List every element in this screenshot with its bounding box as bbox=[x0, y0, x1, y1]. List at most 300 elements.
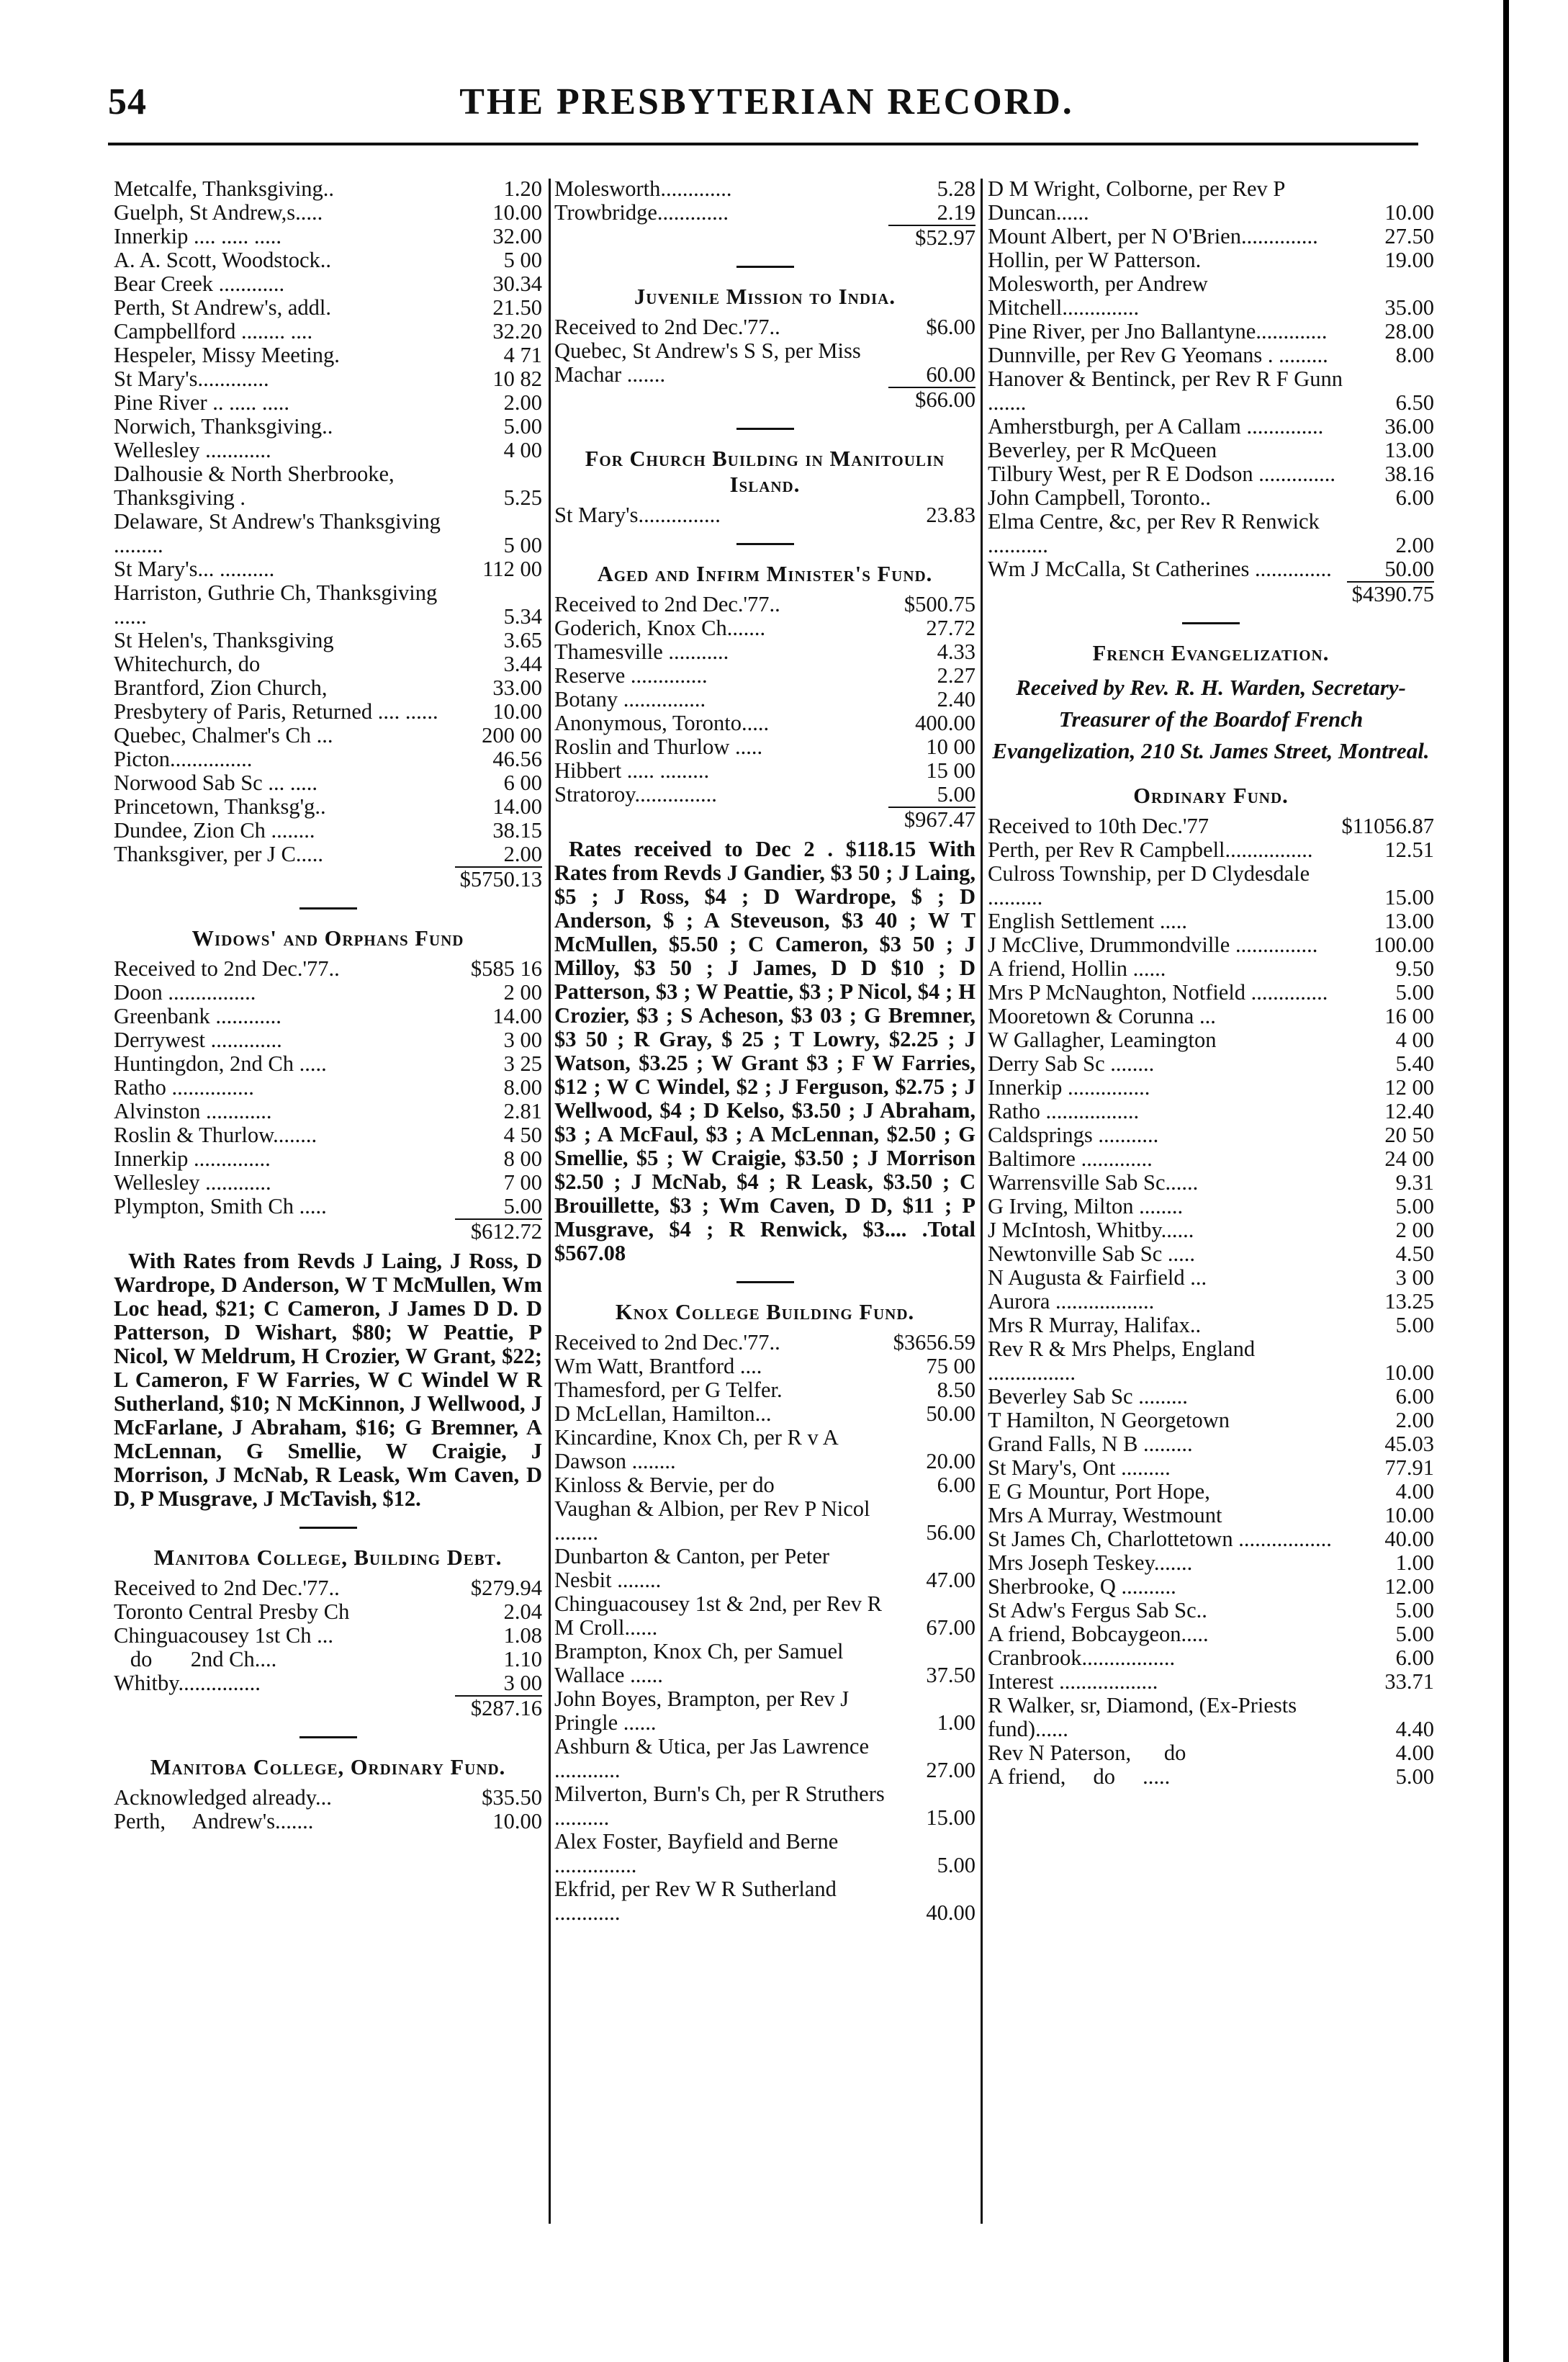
entry-name: Perth, per Rev R Campbell................ bbox=[988, 838, 1313, 862]
entry-amount: 8 00 bbox=[503, 1146, 542, 1171]
entry-name: Mount Albert, per N O'Brien.............. bbox=[988, 224, 1318, 248]
entry-name: St Helen's, Thanksgiving bbox=[114, 628, 334, 652]
entry-name: Aurora .................. bbox=[988, 1289, 1155, 1314]
list-item bbox=[114, 320, 542, 343]
entry-name: Caldsprings ........... bbox=[988, 1123, 1159, 1147]
entry-name: Roslin and Thurlow ..... bbox=[554, 735, 763, 759]
list-item bbox=[988, 1385, 1434, 1409]
entry-name: Rev N Paterson, do bbox=[988, 1741, 1186, 1765]
list-item bbox=[988, 557, 1434, 581]
entry-name: John Boyes, Brampton, per Rev J Pringle ...... bbox=[554, 1687, 855, 1735]
entry-name: Mooretown & Corunna ... bbox=[988, 1004, 1216, 1028]
entry-amount: 35.00 bbox=[1384, 295, 1434, 320]
entry-name: Wellesley ............ bbox=[114, 1170, 271, 1195]
entry-amount: 7 00 bbox=[503, 1170, 542, 1195]
list-item bbox=[988, 1195, 1434, 1218]
entry-name: A friend, Bobcaygeon..... bbox=[988, 1622, 1209, 1646]
entry-amount: 5.00 bbox=[503, 1194, 542, 1218]
list-item bbox=[988, 981, 1434, 1005]
page-header bbox=[108, 81, 1425, 131]
entry-amount: 200 00 bbox=[482, 723, 542, 747]
entry-amount: 13.00 bbox=[1384, 438, 1434, 462]
list-item bbox=[114, 1195, 542, 1218]
list-item bbox=[988, 272, 1434, 320]
entry-amount: 28.00 bbox=[1384, 319, 1434, 343]
entry-name: Mrs R Murray, Halifax.. bbox=[988, 1313, 1202, 1337]
entry-amount: 5.40 bbox=[1395, 1051, 1434, 1076]
section-total: $52.97 bbox=[554, 225, 976, 250]
entry-amount: 12.51 bbox=[1384, 838, 1434, 862]
entry-amount: 60.00 bbox=[926, 362, 976, 387]
header-rule bbox=[108, 143, 1418, 145]
entry-name: Metcalfe, Thanksgiving.. bbox=[114, 176, 335, 201]
entry-name: Whitby............... bbox=[114, 1671, 261, 1695]
page-title: THE PRESBYTERIAN RECORD. bbox=[459, 81, 1074, 122]
list-item bbox=[114, 343, 542, 367]
entry-name: Brampton, Knox Ch, per Samuel Wallace ...... bbox=[554, 1639, 849, 1687]
entry-name: Grand Falls, N B ......... bbox=[988, 1432, 1193, 1456]
entry-name: Wellesley ............ bbox=[114, 438, 271, 462]
entry-amount: $279.94 bbox=[470, 1576, 542, 1600]
list-item bbox=[988, 1076, 1434, 1100]
section-heading: Aged and Infirm Minister's Fund. bbox=[597, 562, 933, 586]
entry-name: Elma Centre, &c, per Rev R Renwick ........... bbox=[988, 509, 1325, 557]
entry-amount: 4.00 bbox=[1395, 1479, 1434, 1504]
entry-name: Princetown, Thanksg'g.. bbox=[114, 794, 326, 819]
list-item bbox=[554, 177, 976, 201]
entry-amount: 14.00 bbox=[492, 794, 542, 819]
list-item bbox=[114, 1005, 542, 1028]
list-item bbox=[554, 759, 976, 783]
column-divider bbox=[981, 179, 983, 2224]
list-item bbox=[988, 1670, 1434, 1694]
entry-amount: 4.00 bbox=[1395, 1741, 1434, 1765]
entry-list bbox=[114, 177, 542, 866]
list-item bbox=[988, 367, 1434, 415]
entry-amount: 8.50 bbox=[937, 1378, 976, 1402]
list-item bbox=[114, 581, 542, 629]
list-item bbox=[114, 957, 542, 981]
entry-amount: 10.00 bbox=[1384, 1503, 1434, 1527]
list-item bbox=[554, 783, 976, 807]
entry-name: Ratho ............... bbox=[114, 1075, 254, 1100]
entry-amount: 2 00 bbox=[1395, 1218, 1434, 1242]
entry-name: Stratoroy............... bbox=[554, 782, 717, 807]
list-item bbox=[554, 1355, 976, 1378]
entry-amount: 4 50 bbox=[503, 1123, 542, 1147]
entry-amount: 1.20 bbox=[503, 176, 542, 201]
entry-amount: 32.00 bbox=[492, 224, 542, 248]
list-item bbox=[114, 1052, 542, 1076]
entry-name: Doon ................ bbox=[114, 980, 256, 1005]
entry-name: Derrywest ............. bbox=[114, 1028, 282, 1052]
entry-name: Norwood Sab Sc ... ..... bbox=[114, 771, 317, 795]
entry-amount: 2.40 bbox=[937, 687, 976, 711]
entry-amount: 32.20 bbox=[492, 319, 542, 343]
list-item bbox=[114, 439, 542, 462]
entry-amount: 5.00 bbox=[937, 782, 976, 807]
entry-amount: 37.50 bbox=[926, 1663, 976, 1687]
section-divider bbox=[299, 907, 357, 910]
entry-name: Acknowledged already... bbox=[114, 1785, 332, 1810]
entry-amount: 1.00 bbox=[937, 1710, 976, 1735]
entry-amount: 10.00 bbox=[1384, 200, 1434, 225]
list-item bbox=[554, 339, 976, 387]
entry-amount: 21.50 bbox=[492, 295, 542, 320]
entry-amount: 56.00 bbox=[926, 1520, 976, 1545]
entry-amount: 23.83 bbox=[926, 503, 976, 527]
list-item bbox=[554, 593, 976, 616]
entry-name: Botany ............... bbox=[554, 687, 706, 711]
section-divider bbox=[299, 1736, 357, 1738]
entry-name: Huntingdon, 2nd Ch ..... bbox=[114, 1051, 327, 1076]
entry-amount: $585 16 bbox=[470, 956, 542, 981]
list-item bbox=[554, 1782, 976, 1830]
entry-name: Milverton, Burn's Ch, per R Struthers .......... bbox=[554, 1782, 891, 1830]
column-1 bbox=[114, 177, 542, 1833]
list-item bbox=[554, 1378, 976, 1402]
list-item bbox=[988, 1123, 1434, 1147]
scan-edge-bar bbox=[1503, 0, 1509, 2362]
entry-amount: 15.00 bbox=[1384, 885, 1434, 910]
list-item bbox=[988, 1409, 1434, 1432]
entry-name: Brantford, Zion Church, bbox=[114, 675, 328, 700]
entry-amount: 5.00 bbox=[1395, 1313, 1434, 1337]
section-divider bbox=[1182, 622, 1240, 624]
entry-name: Molesworth, per Andrew Mitchell.............. bbox=[988, 271, 1214, 320]
entry-name: Harriston, Guthrie Ch, Thanksgiving ...... bbox=[114, 580, 443, 629]
entry-name: Quebec, St Andrew's S S, per Miss Machar ....... bbox=[554, 338, 867, 387]
section-total: $66.00 bbox=[554, 387, 976, 412]
list-item bbox=[114, 1171, 542, 1195]
entry-amount: $500.75 bbox=[904, 592, 976, 616]
entry-name: Innerkip ............... bbox=[988, 1075, 1150, 1100]
entry-list bbox=[988, 177, 1434, 581]
list-item bbox=[988, 1242, 1434, 1266]
entry-amount: 5.00 bbox=[1395, 1598, 1434, 1622]
entry-name: Picton............... bbox=[114, 747, 253, 771]
list-item bbox=[988, 1290, 1434, 1314]
list-item bbox=[554, 711, 976, 735]
entry-amount: 50.00 bbox=[926, 1401, 976, 1426]
entry-amount: 8.00 bbox=[1395, 343, 1434, 367]
list-item bbox=[554, 735, 976, 759]
entry-name: Derry Sab Sc ........ bbox=[988, 1051, 1155, 1076]
entry-amount: 20 50 bbox=[1384, 1123, 1434, 1147]
list-item bbox=[554, 640, 976, 664]
entry-name: Perth, St Andrew's, addl. bbox=[114, 295, 332, 320]
entry-name: W Gallagher, Leamington bbox=[988, 1028, 1217, 1052]
list-item bbox=[988, 343, 1434, 367]
entry-amount: 5.00 bbox=[1395, 1764, 1434, 1789]
entry-name: Hibbert ..... ......... bbox=[554, 758, 710, 783]
entry-amount: 6.00 bbox=[937, 1473, 976, 1497]
list-item bbox=[554, 1497, 976, 1545]
entry-name: Plympton, Smith Ch ..... bbox=[114, 1194, 327, 1218]
entry-amount: 4 71 bbox=[503, 343, 542, 367]
entry-amount: 10.00 bbox=[492, 699, 542, 724]
list-item bbox=[114, 462, 542, 510]
entry-amount: 45.03 bbox=[1384, 1432, 1434, 1456]
list-item bbox=[988, 1432, 1434, 1456]
entry-name: Toronto Central Presby Ch bbox=[114, 1599, 350, 1624]
entry-amount: 5.34 bbox=[503, 604, 542, 629]
entry-amount: 12 00 bbox=[1384, 1075, 1434, 1100]
list-item bbox=[114, 747, 542, 771]
entry-name: Dundee, Zion Ch ........ bbox=[114, 818, 315, 843]
list-item bbox=[114, 676, 542, 700]
entry-amount: 6.50 bbox=[1395, 390, 1434, 415]
entry-name: Ratho ................. bbox=[988, 1099, 1140, 1123]
list-item bbox=[988, 1575, 1434, 1599]
entry-amount: 14.00 bbox=[492, 1004, 542, 1028]
list-item bbox=[554, 1687, 976, 1735]
section-heading: For Church Building in Manitoulin Island. bbox=[585, 446, 945, 497]
entry-name: Sherbrooke, Q .......... bbox=[988, 1574, 1176, 1599]
entry-amount: 12.40 bbox=[1384, 1099, 1434, 1123]
entry-amount: 5.00 bbox=[1395, 980, 1434, 1005]
entry-amount: 6.00 bbox=[1395, 1384, 1434, 1409]
entry-name: St Mary's... .......... bbox=[114, 557, 275, 581]
section-divider bbox=[736, 543, 794, 545]
column-3 bbox=[988, 177, 1434, 1789]
entry-name: Cranbrook................. bbox=[988, 1645, 1176, 1670]
entry-list bbox=[114, 1786, 542, 1833]
list-item bbox=[114, 724, 542, 747]
entry-amount: 30.34 bbox=[492, 271, 542, 296]
entry-amount: 36.00 bbox=[1384, 414, 1434, 439]
list-item bbox=[114, 201, 542, 225]
entry-list bbox=[114, 1576, 542, 1695]
entry-name: Perth, Andrew's....... bbox=[114, 1809, 314, 1833]
entry-name: Culross Township, per D Clydesdale .......... bbox=[988, 861, 1315, 910]
list-item bbox=[988, 1028, 1434, 1052]
entry-amount: 5.00 bbox=[1395, 1194, 1434, 1218]
list-item bbox=[114, 557, 542, 581]
section-heading: Juvenile Mission to India. bbox=[634, 284, 896, 309]
entry-amount: 27.00 bbox=[926, 1758, 976, 1782]
entry-name: Baltimore ............. bbox=[988, 1146, 1153, 1171]
entry-name: St Mary's............... bbox=[554, 503, 721, 527]
entry-name: St Mary's, Ont ......... bbox=[988, 1455, 1171, 1480]
entry-amount: 2.00 bbox=[503, 842, 542, 866]
entry-amount: 4 00 bbox=[1395, 1028, 1434, 1052]
entry-name: Greenbank ............ bbox=[114, 1004, 281, 1028]
entry-amount: 1.10 bbox=[503, 1647, 542, 1671]
entry-name: A friend, do ..... bbox=[988, 1764, 1171, 1789]
entry-amount: 10 82 bbox=[492, 367, 542, 391]
entry-amount: 15 00 bbox=[926, 758, 976, 783]
entry-list bbox=[988, 814, 1434, 1789]
entry-amount: 2.81 bbox=[503, 1099, 542, 1123]
list-item bbox=[114, 771, 542, 795]
entry-name: Received to 2nd Dec.'77.. bbox=[554, 315, 780, 339]
entry-name: E G Mountur, Port Hope, bbox=[988, 1479, 1210, 1504]
list-item bbox=[554, 1402, 976, 1426]
entry-amount: 4 00 bbox=[503, 438, 542, 462]
entry-name: St Adw's Fergus Sab Sc.. bbox=[988, 1598, 1207, 1622]
entry-amount: 3 00 bbox=[503, 1671, 542, 1695]
entry-name: Rev R & Mrs Phelps, England ................ bbox=[988, 1337, 1261, 1385]
entry-name: Pine River, per Jno Ballantyne............. bbox=[988, 319, 1328, 343]
entry-name: J McClive, Drummondville ............... bbox=[988, 933, 1318, 957]
list-item bbox=[554, 664, 976, 688]
entry-name: Thamesford, per G Telfer. bbox=[554, 1378, 783, 1402]
list-item bbox=[988, 1052, 1434, 1076]
list-item bbox=[554, 1592, 976, 1640]
list-item bbox=[988, 510, 1434, 557]
list-item bbox=[114, 1624, 542, 1648]
entry-amount: 10.00 bbox=[492, 1809, 542, 1833]
entry-name: Ekfrid, per Rev W R Sutherland ............ bbox=[554, 1877, 842, 1925]
entry-amount: 77.91 bbox=[1384, 1455, 1434, 1480]
column-divider bbox=[549, 179, 551, 2224]
section-heading: Manitoba College, Building Debt. bbox=[153, 1545, 503, 1570]
list-item bbox=[114, 225, 542, 248]
list-item bbox=[988, 1314, 1434, 1337]
entry-list bbox=[114, 957, 542, 1218]
entry-amount: 9.50 bbox=[1395, 956, 1434, 981]
entry-name: English Settlement ..... bbox=[988, 909, 1188, 933]
list-item bbox=[988, 439, 1434, 462]
entry-amount: 75 00 bbox=[926, 1354, 976, 1378]
entry-amount: $11056.87 bbox=[1341, 814, 1434, 838]
entry-name: G Irving, Milton ........ bbox=[988, 1194, 1184, 1218]
list-item bbox=[114, 391, 542, 415]
entry-name: Wm Watt, Brantford .... bbox=[554, 1354, 762, 1378]
entry-amount: 27.72 bbox=[926, 616, 976, 640]
entry-amount: 13.00 bbox=[1384, 909, 1434, 933]
entry-name: Received to 10th Dec.'77 bbox=[988, 814, 1209, 838]
section-heading: Knox College Building Fund. bbox=[615, 1300, 915, 1324]
list-item bbox=[988, 248, 1434, 272]
entry-amount: 10.00 bbox=[1384, 1360, 1434, 1385]
entry-amount: 6.00 bbox=[1395, 485, 1434, 510]
list-item bbox=[988, 1694, 1434, 1741]
entry-amount: 13.25 bbox=[1384, 1289, 1434, 1314]
entry-name: Warrensville Sab Sc...... bbox=[988, 1170, 1199, 1195]
entry-amount: 6.00 bbox=[1395, 1645, 1434, 1670]
entry-amount: 4.40 bbox=[1395, 1717, 1434, 1741]
page-number: 54 bbox=[108, 81, 147, 122]
entry-amount: 33.00 bbox=[492, 675, 542, 700]
list-item bbox=[988, 1622, 1434, 1646]
entry-name: Received to 2nd Dec.'77.. bbox=[554, 1330, 780, 1355]
list-item bbox=[114, 981, 542, 1005]
section-heading: Ordinary Fund. bbox=[1133, 783, 1289, 808]
list-item bbox=[988, 1147, 1434, 1171]
entry-name: Dunbarton & Canton, per Peter Nesbit ........ bbox=[554, 1544, 835, 1592]
list-item bbox=[988, 1551, 1434, 1575]
entry-amount: 27.50 bbox=[1384, 224, 1434, 248]
list-item bbox=[114, 177, 542, 201]
list-item bbox=[114, 843, 542, 866]
list-item bbox=[114, 1028, 542, 1052]
entry-amount: 3 25 bbox=[503, 1051, 542, 1076]
list-item bbox=[988, 1599, 1434, 1622]
entry-name: Molesworth............. bbox=[554, 176, 732, 201]
list-item bbox=[554, 1830, 976, 1877]
list-item bbox=[988, 957, 1434, 981]
list-item bbox=[988, 1741, 1434, 1765]
list-item bbox=[114, 795, 542, 819]
entry-name: Newtonville Sab Sc ..... bbox=[988, 1241, 1196, 1266]
entry-list bbox=[554, 593, 976, 807]
entry-name: Alex Foster, Bayfield and Berne ............... bbox=[554, 1829, 844, 1877]
list-item bbox=[114, 1076, 542, 1100]
list-item bbox=[988, 462, 1434, 486]
list-item bbox=[988, 177, 1434, 225]
entry-amount: 40.00 bbox=[926, 1900, 976, 1925]
entry-amount: 24 00 bbox=[1384, 1146, 1434, 1171]
entry-amount: 6 00 bbox=[503, 771, 542, 795]
list-item bbox=[114, 700, 542, 724]
entry-amount: $3656.59 bbox=[893, 1330, 976, 1355]
entry-name: Goderich, Knox Ch....... bbox=[554, 616, 766, 640]
entry-name: Tilbury West, per R E Dodson .............. bbox=[988, 462, 1336, 486]
entry-amount: $35.50 bbox=[482, 1785, 542, 1810]
list-item bbox=[114, 652, 542, 676]
entry-amount: 2.04 bbox=[503, 1599, 542, 1624]
entry-amount: 15.00 bbox=[926, 1805, 976, 1830]
entry-amount: 5.00 bbox=[503, 414, 542, 439]
list-item bbox=[988, 838, 1434, 862]
list-item bbox=[988, 910, 1434, 933]
section-total: $612.72 bbox=[114, 1218, 542, 1244]
entry-name: John Campbell, Toronto.. bbox=[988, 485, 1211, 510]
entry-name: Innerkip .............. bbox=[114, 1146, 271, 1171]
list-item bbox=[988, 1005, 1434, 1028]
entry-name: Quebec, Chalmer's Ch ... bbox=[114, 723, 333, 747]
list-item bbox=[554, 1640, 976, 1687]
entry-name: Mrs P McNaughton, Notfield .............. bbox=[988, 980, 1328, 1005]
entry-name: Hespeler, Missy Meeting. bbox=[114, 343, 340, 367]
list-item bbox=[114, 1786, 542, 1810]
entry-name: Interest .................. bbox=[988, 1669, 1158, 1694]
entry-name: Hanover & Bentinck, per Rev R F Gunn ....... bbox=[988, 367, 1348, 415]
section-total: $967.47 bbox=[554, 807, 976, 832]
list-item bbox=[554, 1735, 976, 1782]
list-item bbox=[114, 1100, 542, 1123]
entry-name: Trowbridge............. bbox=[554, 200, 729, 225]
list-item bbox=[988, 1171, 1434, 1195]
section-heading: Manitoba College, Ordinary Fund. bbox=[150, 1755, 506, 1779]
entry-name: do 2nd Ch.... bbox=[114, 1647, 277, 1671]
entry-amount: 2.27 bbox=[937, 663, 976, 688]
list-item bbox=[114, 415, 542, 439]
entry-amount: 33.71 bbox=[1384, 1669, 1434, 1694]
entry-name: Campbellford ........ .... bbox=[114, 319, 313, 343]
entry-amount: 10 00 bbox=[926, 735, 976, 759]
entry-amount: 5.00 bbox=[937, 1853, 976, 1877]
list-item bbox=[988, 1480, 1434, 1504]
rates-paragraph: With Rates from Revds J Laing, J Ross, D Wardrope, D Anderson, W T McMullen, Wm Loc head, $21; C Cameron, J James D D. D Patterson, D Wishart, $80; W Peattie, P Nicol, W Meldrum, H Crozier, W Grant, $22; L Cameron, F W Farries, W C Windel W R Sutherland, $10; N McKinnon, J Wellwood, J McFarlane, J Abraham, $16; G Bremner, A McLennan, G Smellie, W Craigie, J Morrison, J McNab, R Leask, Wm Caven, D D, P Musgrave, J McTavish, $12. bbox=[114, 1249, 542, 1511]
entry-amount: 12.00 bbox=[1384, 1574, 1434, 1599]
section-total: $5750.13 bbox=[114, 866, 542, 892]
entry-name: St Mary's............. bbox=[114, 367, 269, 391]
entry-name: Presbytery of Paris, Returned .... ...... bbox=[114, 699, 438, 724]
section-total: $4390.75 bbox=[988, 581, 1434, 606]
entry-amount: 1.00 bbox=[1395, 1550, 1434, 1575]
entry-amount: 50.00 bbox=[1384, 557, 1434, 581]
entry-amount: 8.00 bbox=[503, 1075, 542, 1100]
section-divider bbox=[736, 266, 794, 268]
entry-amount: 67.00 bbox=[926, 1615, 976, 1640]
list-item bbox=[114, 1671, 542, 1695]
list-item bbox=[988, 225, 1434, 248]
list-item bbox=[988, 1646, 1434, 1670]
entry-name: Whitechurch, do bbox=[114, 652, 261, 676]
